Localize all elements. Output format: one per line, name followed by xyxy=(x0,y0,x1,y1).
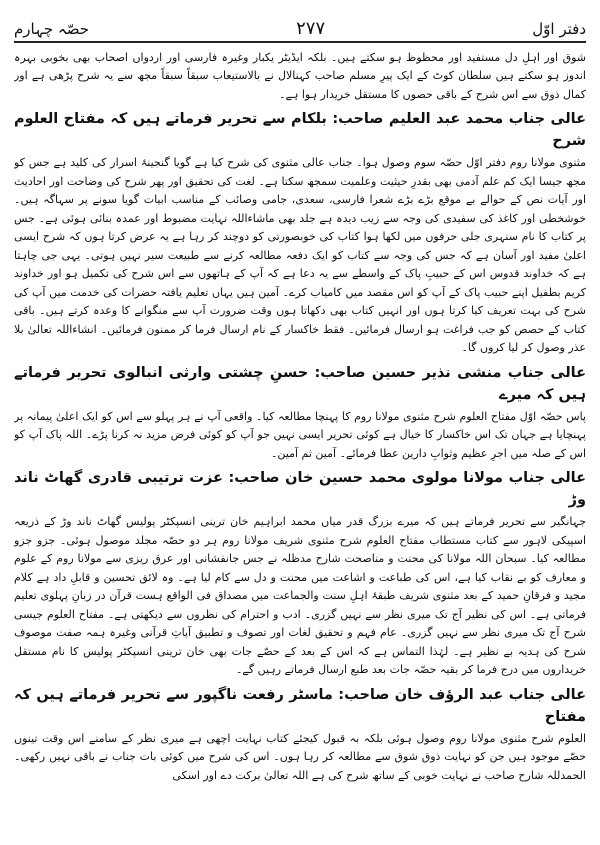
testimonial-heading-abdul-rauf: عالی جناب عبد الرؤف خان صاحب: ماسٹر رفعت ناگپور سے تحریر فرماتے ہیں کہ مفتاح xyxy=(14,686,586,725)
testimonial-paragraph-nazir-hussain: پاس حصّہ اوّل مفتاح العلوم شرح مثنوی مولانا روم کا پہنچا مطالعہ کیا۔ واقعی آپ نے ہر پہلو سے اس کو ایک اعلیٰ پیمانہ پر پہنچایا ہے جہاں تک اس خاکسار کا خیال ہے کوئی تحریر ایسی نہیں جو آپ کو کوئی فرض مزید نہ کرنا پڑے۔ اللہ پاک آپ کو اس کے صلہ میں اجرِ عظیم وثوابِ دارین عطا فرمائے۔ آمین ثم آمین۔ xyxy=(14,409,586,460)
section-title: حصّہ چہارم xyxy=(14,20,89,38)
page-body xyxy=(14,49,586,839)
testimonial-heading-abdul-aleem: عالی جناب محمد عبد العلیم صاحب: بلکام سے تحریر فرماتے ہیں کہ مفتاح العلوم شرح xyxy=(14,111,586,149)
intro-paragraph: شوق اور اہلِ دل مستفید اور محظوظ ہو سکتے ہیں۔ بلکہ ایڈیٹر یکبار وغیرہ فارسی اور اردواں اصحاب بھی بخوبی بہرہ اندوز ہو سکتے ہیں سلطان کوٹ کے ایک پیرِ مسلم صاحب کہنالال نے بالاستیعاب سبقاً سبقاً مجھ سے یہ شرح پڑھی ہے اور کمال ذوق سے اس شرح کے باقی حصوں کا مستقل خریدار ہوا ہے۔ xyxy=(14,50,586,101)
testimonial-heading-nazir-hussain: عالی جناب منشی نذیر حسین صاحب: حسنِ چشتی وارثی انبالوی تحریر فرماتے ہیں کہ میرے xyxy=(14,364,586,403)
page-number: ۲۷۷ xyxy=(296,18,326,39)
testimonial-heading-muhammad-hussain: عالی جناب مولانا مولوی محمد حسین خان صاحب: عزت ترتیبی قادری گھاٹ ناند وڑ xyxy=(14,470,586,508)
testimonial-paragraph-abdul-aleem: مثنوی مولانا روم دفتر اوّل حصّہ سوم وصول ہوا۔ جناب عالی مثنوی کی شرح کیا ہے گویا گنجینۂ اسرار کی کلید ہے جس کو مجھ جیسا ایک کم علم آدمی بھی بقدرِ حیثیت وعلمیت سمجھ سکتا ہے۔ لغت کی تحقیق اور پھر شرح کی وضاحت اور احادیث اور آیات نص کے حوالے بے موقع بڑے بڑے شعرا فارسی، سعدی، جامی وصائب کے مناسب ابیات گویا سونے پر سہاگہ ہیں۔ خوشخطی اور کاغذ کی سفیدی کی وجہ سے زیب دیدہ ہے جلد بھی ماشاءاللہ نہایت مضبوط اور عمدہ بنائی ہوئی ہے۔ جس پر کتاب کا نام سنہری جلی حرفوں میں لکھا ہوا کتاب کی خوبصورتی کو دوچند کر رہا ہے یہ عرض کرتا ہوں کہ شرح ایسی اعلیٰ مفید اور آسان ہے کہ جس کی وجہ سے کتاب کو ایک دفعہ مطالعہ کرنے سے طبیعت سیر نہیں ہوتی۔ یہی جی چاہتا ہے کہ خداوند قدوس اس کے حبیبِ پاک کے واسطے سے یہ دعا ہے کہ آپ کے ہاتھوں سے اس شرح کی تکمیل ہو اور خداوند کریم بطفیل اپنے حبیب پاک کے آپ کو اس مقصد میں کامیاب کرے۔ آمین ہیں یہاں تعلیم یافتہ حضرات کی خدمت میں آپ کی شرح کی بہت تعریف کیا کرتا ہوں اور انہیں کتاب بھی دکھاتا ہوں وقت ضرورت آپ سے منگوانے کا وعدہ کرتے ہیں۔ باقی کتاب کے حصص کو جب فراغت ہو ارسال فرمائیں۔ فقط خاکسار کے نام ارسال فرما کر ممنون فرمائیں۔ انشاءاللہ تعالیٰ بلا عذر وصول کر لیا کروں گا۔ xyxy=(14,156,586,354)
testimonial-paragraph-muhammad-hussain: جہانگیر سے تحریر فرماتے ہیں کہ میرے بزرگ قدر میاں محمد ابراہیم خان ترینی انسپکٹر پولیس گھاٹ ناند وڑ کے ذریعہ اسپیکی لاہور سے کتاب مستطاب مفتاح العلوم شرح مثنوی شریف مولانا روم ہر دو حصّہ مجلد موصول ہوئی۔ جزو جزو مطالعہ کیا۔ سبحان اللہ مولانا کی محنت و مناصحت شارح مدظلہ نے جس جانفشانی اور عرق ریزی سے مولانا روم کے علوم و معارف کو بے نقاب کیا ہے، اس کی طباعت و اشاعت میں محنت و دل سے کام لیا ہے۔ وہ لائق تحسین و قابلِ داد ہے کلام مجید و فرقانِ حمید کے بعد مثنوی شریف طبقۂ اہلِ سنت والجماعت میں مصداق فی الواقع ہست قرآن در زبانِ پہلوی تعلیم فرماتی ہے۔ اس کی نظیر آج تک میری نظر سے نہیں گزری۔ ادب و احترام کی نظروں سے دیکھتی ہے۔ مفتاح العلوم جیسی شرح آج تک میری نظر سے نہیں گزری۔ عام فہم و تحقیق لغات اور تصوف و تطبیق آیاتِ قرآنی وغیرہ ہمہ صفت موصوف شرح کی ہدیہ بے نظیر ہے۔ لہٰذا التماس ہے کہ اس کے بعد کے حصّے جات بھی خان ترینی انسپکٹر پولیس کا نام مستقل خریداروں میں درج فرما کر بقیہ حصّہ جات بعد طبع ارسال فرماتے رہیں گے۔ xyxy=(14,515,586,676)
header-divider xyxy=(14,41,586,43)
testimonial-paragraph-abdul-rauf: العلوم شرح مثنوی مولانا روم وصول ہوئی بلکہ بہ قبول کیجئے کتاب نہایت اچھی ہے میری نظر کے سامنے اس وقت تینوں حصّے موجود ہیں جن کو نہایت ذوق شوق سے مطالعہ کر رہا ہوں۔ اس کی شرح میں کوئی بات جناب نے باقی نہیں رکھی۔ الحمدللہ شارح صاحب نے نہایت خوبی کے ساتھ شرح کی ہے اللہ تعالیٰ برکت دے اور اسکی xyxy=(14,731,586,782)
page-header xyxy=(14,8,586,38)
book-title: دفتر اوّل xyxy=(532,20,586,38)
